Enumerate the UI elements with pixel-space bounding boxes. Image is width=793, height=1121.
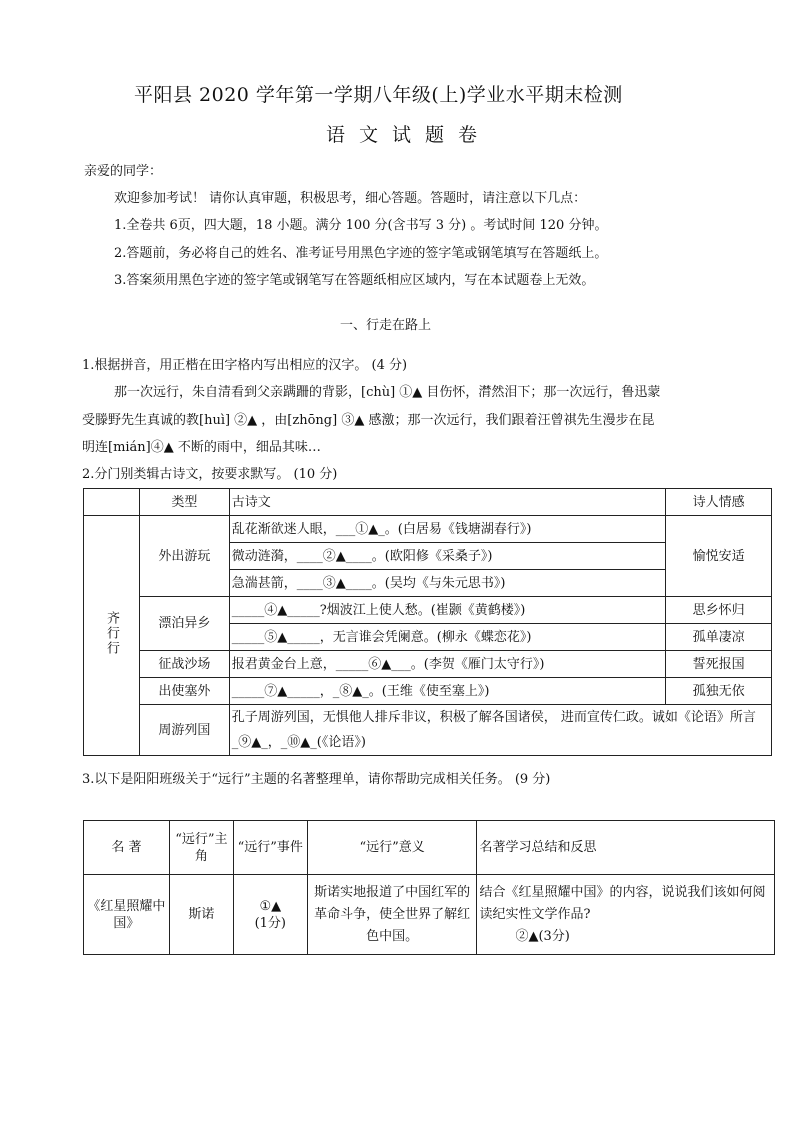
meaning-cell: 斯诺实地报道了中国红军的革命斗争，使全世界了解红色中国。 bbox=[307, 875, 477, 955]
emotion-cell: 愉悦安适 bbox=[666, 516, 772, 597]
exam-subtitle: 语文试题卷 bbox=[326, 124, 492, 146]
header-type: 类型 bbox=[140, 489, 230, 516]
poem-cell: 微动涟漪，____②▲____。(欧阳修《采桑子》) bbox=[229, 543, 665, 570]
table-header-row bbox=[84, 821, 775, 875]
poem-cell: 乱花渐欲迷人眼，___①▲_。(白居易《钱塘湖春行》) bbox=[229, 516, 665, 543]
q3-stem: 3.以下是阳阳班级关于“远行”主题的名著整理单，请你帮助完成相关任务。 (9 分) bbox=[82, 772, 551, 787]
q1-line-2: 受滕野先生真诚的教[huì] ②▲ ，由[zhōng] ③▲ 感激；那一次远行，我们跟着汪曾祺先生漫步在昆 bbox=[82, 413, 655, 428]
summary-blank: ②▲(3分) bbox=[515, 928, 570, 944]
header-empty bbox=[84, 489, 140, 516]
event-cell bbox=[233, 875, 307, 955]
note-3: 3.答案须用黑色字迹的签字笔或钢笔写在答题纸相应区域内，写在本试题卷上无效。 bbox=[114, 273, 595, 288]
summary-question: 结合《红星照耀中国》的内容，说说我们该如何阅读纪实性文学作品? bbox=[479, 884, 766, 922]
section-title: 一、行走在路上 bbox=[340, 318, 432, 333]
poem-cell: 孔子周游列国，无惧他人排斥非议，积极了解各国诸侯， 进而宣传仁政。诚如《论语》所言 bbox=[229, 705, 771, 731]
poem-cell: _⑨▲_，_⑩▲_(《论语》) bbox=[229, 730, 771, 756]
header-meaning: “远行”意义 bbox=[307, 821, 477, 875]
summary-cell bbox=[477, 875, 775, 955]
event-score: (1分) bbox=[254, 915, 286, 931]
header-summary: 名著学习总结和反思 bbox=[477, 821, 775, 875]
emotion-cell: 誓死报国 bbox=[666, 651, 772, 678]
table-row bbox=[84, 705, 772, 731]
table-row bbox=[84, 678, 772, 705]
emotion-cell: 孤单凄凉 bbox=[666, 624, 772, 651]
book-table bbox=[83, 820, 775, 955]
poem-cell: 急湍甚箭，____③▲____。(吴均《与朱元思书》) bbox=[229, 570, 665, 597]
group-label: 齐行行 bbox=[104, 610, 119, 656]
poem-cell: _____④▲_____?烟波江上使人愁。(崔颢《黄鹤楼》) bbox=[229, 597, 665, 624]
type-cell: 出使塞外 bbox=[140, 678, 230, 705]
greeting: 亲爱的同学： bbox=[84, 164, 163, 179]
table-row bbox=[84, 651, 772, 678]
q1-stem: 1.根据拼音，用正楷在田字格内写出相应的汉字。 (4 分) bbox=[82, 358, 408, 373]
type-cell: 征战沙场 bbox=[140, 651, 230, 678]
poem-cell: _____⑤▲_____，无言谁会凭阑意。(柳永《蝶恋花》) bbox=[229, 624, 665, 651]
note-1: 1.全卷共 6页，四大题，18 小题。满分 100 分(含书写 3 分) 。考试时间 120 分钟。 bbox=[114, 218, 608, 233]
emotion-cell: 思乡怀归 bbox=[666, 597, 772, 624]
header-book: 名 著 bbox=[84, 821, 170, 875]
header-event: “远行”事件 bbox=[233, 821, 307, 875]
note-2: 2.答题前，务必将自己的姓名、准考证号用黑色字迹的签字笔或钢笔填写在答题纸上。 bbox=[114, 246, 608, 261]
hero-cell: 斯诺 bbox=[169, 875, 233, 955]
q1-line-1: 那一次远行，朱自清看到父亲蹒跚的背影，[chù] ①▲ 目伤怀，潸然泪下；那一次远行，鲁迅蒙 bbox=[114, 385, 661, 400]
emotion-cell: 孤独无依 bbox=[666, 678, 772, 705]
q1-line-3: 明连[mián]④▲ 不断的雨中，细品其味… bbox=[82, 440, 321, 455]
exam-title: 平阳县 2020 学年第一学期八年级(上)学业水平期末检测 bbox=[134, 84, 623, 106]
table-header-row bbox=[84, 489, 772, 516]
book-cell: 《红星照耀中国》 bbox=[84, 875, 170, 955]
header-emotion: 诗人情感 bbox=[666, 489, 772, 516]
table-row bbox=[84, 597, 772, 624]
type-cell: 漂泊异乡 bbox=[140, 597, 230, 651]
table-row bbox=[84, 875, 775, 955]
event-blank: ①▲ bbox=[259, 898, 282, 914]
table-row bbox=[84, 516, 772, 543]
q2-stem: 2.分门别类辑古诗文，按要求默写。 (10 分) bbox=[82, 467, 338, 482]
header-hero: “远行”主角 bbox=[169, 821, 233, 875]
poem-cell: 报君黄金台上意，_____⑥▲___。(李贺《雁门太守行》) bbox=[229, 651, 665, 678]
poem-table bbox=[83, 488, 772, 756]
type-cell: 周游列国 bbox=[140, 705, 230, 756]
group-cell bbox=[84, 516, 140, 756]
welcome-text: 欢迎参加考试！ 请你认真审题，积极思考，细心答题。答题时，请注意以下几点： bbox=[114, 191, 587, 206]
poem-cell: _____⑦▲_____，_⑧▲_。(王维《使至塞上》) bbox=[229, 678, 665, 705]
header-poem: 古诗文 bbox=[229, 489, 665, 516]
type-cell: 外出游玩 bbox=[140, 516, 230, 597]
